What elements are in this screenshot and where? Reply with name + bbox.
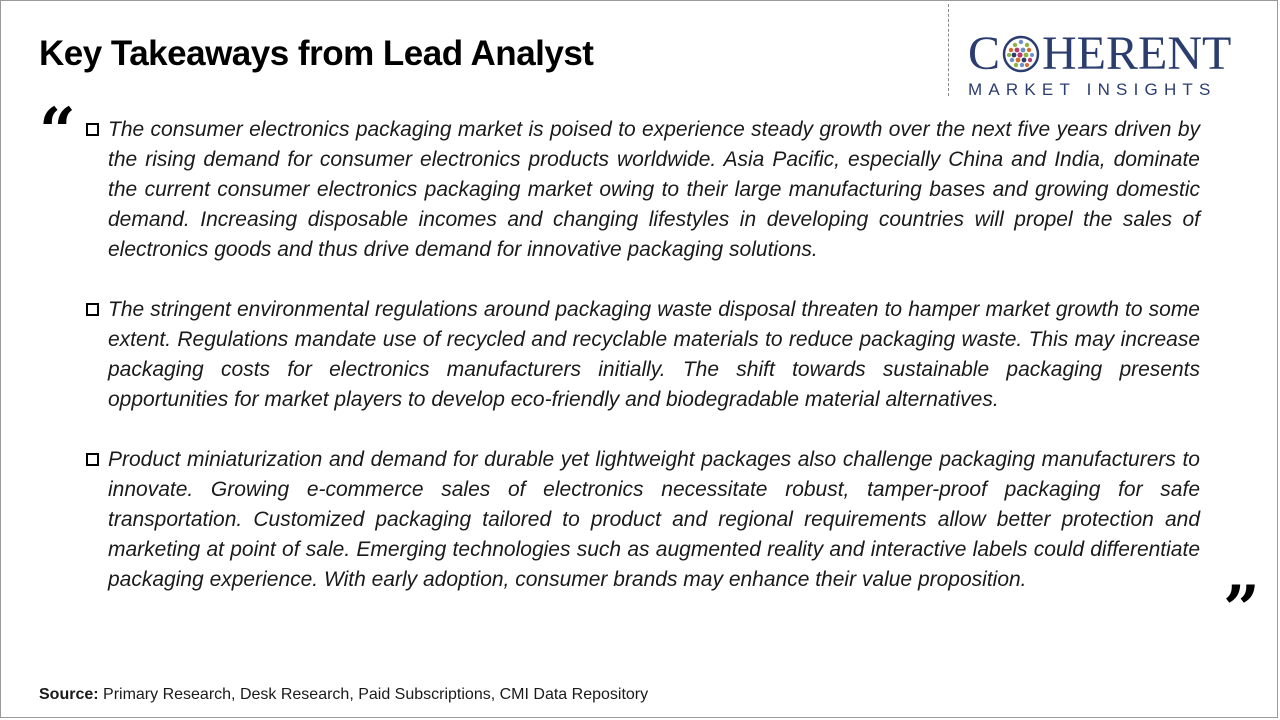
source-note [39,686,648,704]
checkbox-bullet-icon [86,453,99,466]
source-label: Source: [39,686,99,703]
coherent-logo [968,27,1264,99]
page-title: Key Takeaways from Lead Analyst [39,34,594,73]
takeaway-item [86,115,1200,265]
takeaway-text: Product miniaturization and demand for durable yet lightweight packages also challenge packaging manufacturers to innovate. Growing e-commerce sales of electronics necessitate robust, tamper-proof packaging for safe transportation. Customized packaging tailored to product and regional requirements allow better protection and marketing at point of sale. Emerging technologies such as augmented reality and interactive labels could differentiate packaging experience. With early adoption, consumer brands may enhance their value proposition. [108,448,1200,591]
open-quote-icon: “ [39,94,76,169]
takeaway-item [86,445,1200,595]
takeaway-item [86,295,1200,415]
logo-subtitle: MARKET INSIGHTS [968,80,1217,99]
source-text: Primary Research, Desk Research, Paid Subscriptions, CMI Data Repository [98,686,649,703]
logo-word-left: C [968,27,1001,80]
logo-wordmark [968,27,1264,80]
close-quote-icon: ” [1223,572,1260,647]
takeaway-text: The consumer electronics packaging market is poised to experience steady growth over the next five years driven by the rising demand for consumer electronics products worldwide. Asia Pacific, especially China and India, dominate the current consumer electronics packaging market owing to their large manufacturing bases and growing domestic demand. Increasing disposable incomes and changing lifestyles in developing countries will propel the sales of electronics goods and thus drive demand for innovative packaging solutions. [108,118,1200,261]
header-divider [948,4,949,96]
logo-word-right: HERENT [1042,27,1232,80]
logo-orb-icon [1001,34,1041,74]
checkbox-bullet-icon [86,303,99,316]
takeaways-list [86,115,1200,595]
takeaway-text: The stringent environmental regulations around packaging waste disposal threaten to hamper market growth to some extent. Regulations mandate use of recycled and recyclable materials to reduce packaging waste. This may increase packaging costs for electronics manufacturers initially. The shift towards sustainable packaging presents opportunities for market players to develop eco-friendly and biodegradable material alternatives. [108,298,1200,411]
checkbox-bullet-icon [86,123,99,136]
